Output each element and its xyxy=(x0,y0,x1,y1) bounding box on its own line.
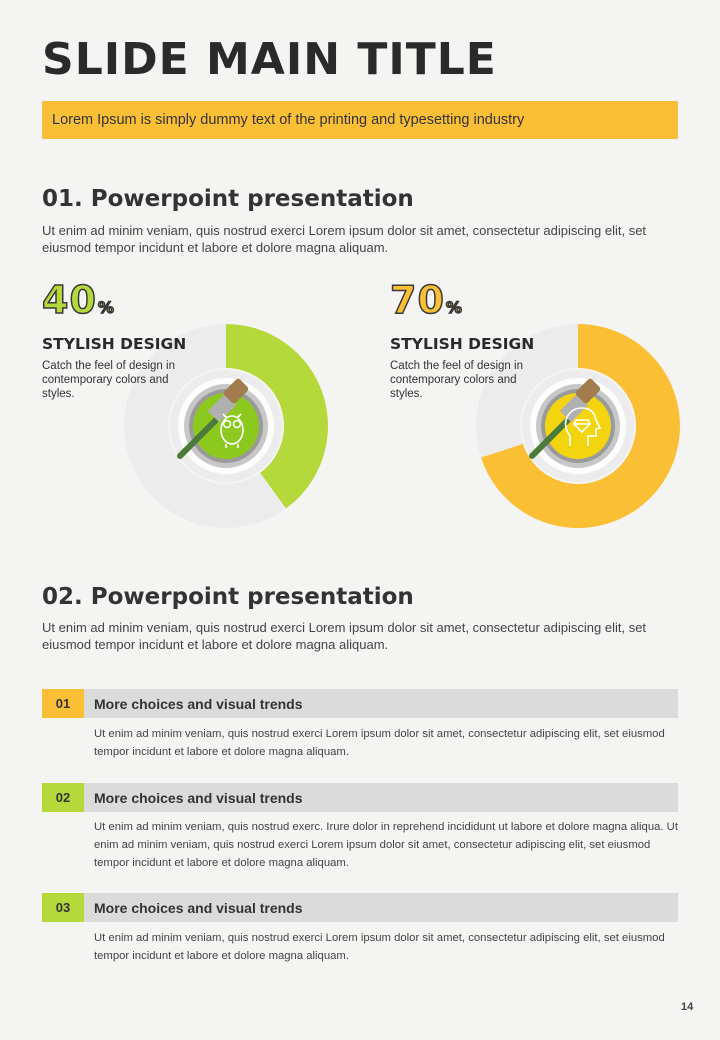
list-item-3-header xyxy=(42,893,678,922)
page-number: 14 xyxy=(681,1001,694,1013)
list-item-1-number: 01 xyxy=(42,689,84,718)
list-item-1-header xyxy=(42,689,678,718)
list-item-2-number: 02 xyxy=(42,783,84,812)
stat-2-heading: STYLISH DESIGN xyxy=(390,335,535,353)
list-item-1-title: More choices and visual trends xyxy=(94,695,303,712)
stat-1-unit: % xyxy=(97,298,115,317)
stat-1-description: Catch the feel of design in contemporary colors and styles. xyxy=(42,360,175,400)
list-item-3-title: More choices and visual trends xyxy=(94,899,303,916)
stat-2-description: Catch the feel of design in contemporary colors and styles. xyxy=(390,360,523,400)
stat-2-unit: % xyxy=(445,298,463,317)
list-item-2-title: More choices and visual trends xyxy=(94,789,303,806)
list-item-2-body: Ut enim ad minim veniam, quis nostrud exerc. Irure dolor in reprehend incididunt ut labore et dolore magna aliqua. Ut enim ad minim veniam, quis nostrud exerci Lorem ipsum dolor sit amet, consectetur adipiscing elit, set eiusmod tempor incidunt et labore et dolore magna aliquam. xyxy=(94,821,678,869)
stat-1-value: 40 xyxy=(42,278,97,322)
subtitle-banner xyxy=(42,101,678,139)
list-item-2-header xyxy=(42,783,678,812)
section-1-title: 01. Powerpoint presentation xyxy=(42,186,414,212)
list-item-1-body: Ut enim ad minim veniam, quis nostrud exerci Lorem ipsum dolor sit amet, consectetur adipiscing elit, set eiusmod tempor incidunt et labore et dolore magna aliquam. xyxy=(94,728,665,758)
stat-2-value: 70 xyxy=(390,278,445,322)
subtitle-text: Lorem Ipsum is simply dummy text of the printing and typesetting industry xyxy=(52,112,525,128)
list-item-3-body: Ut enim ad minim veniam, quis nostrud exerci Lorem ipsum dolor sit amet, consectetur adipiscing elit, set eiusmod tempor incidunt et labore et dolore magna aliquam. xyxy=(94,932,665,962)
section-2-description: Ut enim ad minim veniam, quis nostrud exerci Lorem ipsum dolor sit amet, consectetur adipiscing elit, set eiusmod tempor incidunt et labore et dolore magna aliquam. xyxy=(42,620,647,652)
stat-1-percentage xyxy=(42,278,115,322)
section-1-description: Ut enim ad minim veniam, quis nostrud exerci Lorem ipsum dolor sit amet, consectetur adipiscing elit, set eiusmod tempor incidunt et labore et dolore magna aliquam. xyxy=(42,223,647,255)
stat-2-percentage xyxy=(390,278,463,322)
section-2-title: 02. Powerpoint presentation xyxy=(42,584,414,610)
list-item-3-number: 03 xyxy=(42,893,84,922)
page-title: SLIDE MAIN TITLE xyxy=(42,34,497,85)
stat-1-heading: STYLISH DESIGN xyxy=(42,335,187,353)
